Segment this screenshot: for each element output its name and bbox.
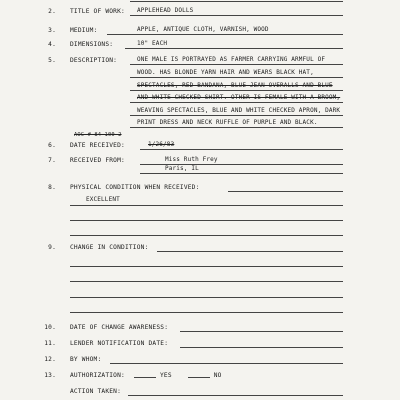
action-taken-label: ACTION TAKEN: (70, 388, 122, 395)
physical-condition-rule-2 (70, 220, 343, 221)
action-taken-rule (128, 395, 343, 396)
description-rule-3 (130, 90, 343, 91)
medium-rule (107, 34, 343, 35)
change-in-condition-label: CHANGE IN CONDITION: (70, 244, 149, 251)
authorization-yes-blank[interactable] (134, 377, 156, 378)
description-rule-6 (130, 127, 343, 128)
physical-condition-rule-1 (70, 205, 343, 206)
change-in-condition-rule-4 (70, 312, 343, 313)
medium-label: MEDIUM: (70, 27, 98, 34)
item-number-3: 3. (48, 27, 56, 34)
description-line-3: SPECTACLES, RED BANDANA, BLUE JEAN OVERALLS AND BLUE (137, 82, 333, 89)
date-of-change-rule (180, 331, 343, 332)
change-in-condition-rule-1 (70, 266, 343, 267)
by-whom-rule (110, 363, 343, 364)
date-received-value: 1/26/83 (148, 141, 175, 148)
date-received-label: DATE RECEIVED: (70, 142, 125, 149)
change-in-condition-rule-3 (70, 297, 343, 298)
item-number-6: 6. (48, 142, 56, 149)
medium-value: APPLE, ANTIQUE CLOTH, VARNISH, WOOD (137, 26, 269, 33)
title-of-work-value: APPLEHEAD DOLLS (137, 7, 194, 14)
date-of-change-label: DATE OF CHANGE AWARENESS: (70, 324, 169, 331)
item-number-4: 4. (48, 41, 56, 48)
title-of-work-label: TITLE OF WORK: (70, 8, 125, 15)
item-number-8: 8. (48, 184, 56, 191)
change-in-condition-rule-0 (157, 251, 343, 252)
description-rule-4 (130, 102, 343, 103)
authorization-no-label: NO (213, 372, 222, 379)
received-from-line-1: Miss Ruth Frey (165, 156, 218, 163)
physical-condition-label: PHYSICAL CONDITION WHEN RECEIVED: (70, 184, 200, 191)
date-received-rule (140, 149, 343, 150)
description-rule-2 (130, 77, 343, 78)
received-from-line-2: Paris, IL (165, 165, 199, 172)
item-number-7: 7. (48, 157, 56, 164)
physical-condition-value: EXCELLENT (86, 196, 120, 203)
change-in-condition-rule-2 (70, 281, 343, 282)
dimensions-value: 10" EACH (137, 40, 168, 47)
description-label: DESCRIPTION: (70, 57, 118, 64)
aoc-number: AOC # 84-100-2 (74, 132, 122, 138)
authorization-no-blank[interactable] (188, 377, 210, 378)
by-whom-label: BY WHOM: (70, 356, 102, 363)
description-line-5: WEAVING SPECTACLES, BLUE AND WHITE CHECKED APRON, DARK (137, 107, 341, 114)
item-number-10: 10. (44, 324, 56, 331)
item-number-12: 12. (44, 356, 56, 363)
dimensions-label: DIMENSIONS: (70, 41, 114, 48)
lender-notification-rule (180, 347, 343, 348)
received-from-label: RECEIVED FROM: (70, 157, 125, 164)
description-line-2: WOOD. HAS BLONDE YARN HAIR AND WEARS BLACK HAT, (137, 69, 314, 76)
item-number-5: 5. (48, 57, 56, 64)
physical-condition-rule-3 (70, 235, 343, 236)
received-from-rule-2 (140, 173, 343, 174)
description-rule-1 (130, 64, 343, 65)
item-number-11: 11. (44, 340, 56, 347)
authorization-options (134, 372, 222, 379)
description-line-1: ONE MALE IS PORTRAYED AS FARMER CARRYING ARMFUL OF (137, 56, 326, 63)
form-top-rule (130, 1, 343, 2)
item-number-9: 9. (48, 244, 56, 251)
authorization-yes-label: YES (160, 372, 172, 379)
physical-condition-rule-0 (228, 191, 343, 192)
description-rule-5 (130, 115, 343, 116)
authorization-label: AUTHORIZATION: (70, 372, 125, 379)
description-line-6: PRINT DRESS AND NECK RUFFLE OF PURPLE AND BLACK. (137, 119, 318, 126)
item-number-2: 2. (48, 8, 56, 15)
item-number-13: 13. (44, 372, 56, 379)
description-line-4: AND WHITE CHECKED SHIRT. OTHER IS FEMALE WITH A BROOM, (137, 94, 341, 101)
lender-notification-label: LENDER NOTIFICATION DATE: (70, 340, 169, 347)
dimensions-rule (125, 48, 343, 49)
title-of-work-rule (130, 15, 343, 16)
